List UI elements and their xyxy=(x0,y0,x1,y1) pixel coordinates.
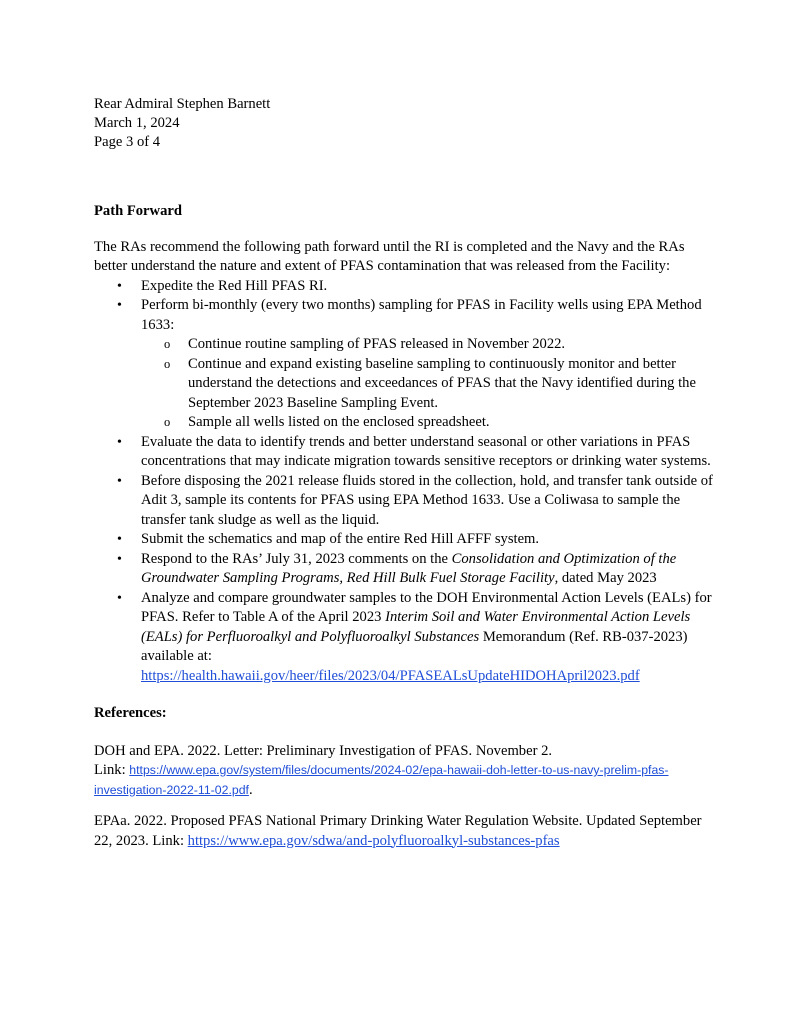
letter-page xyxy=(94,95,714,851)
recommendation-list xyxy=(94,277,714,687)
doh-eals-link[interactable]: https://health.hawaii.gov/heer/files/2023/04/PFASEALsUpdateHIDOHApril2023.pdf xyxy=(141,667,640,684)
list-item: • Submit the schematics and map of the entire Red Hill AFFF system. xyxy=(94,530,714,550)
list-item: • Perform bi-monthly (every two months) sampling for PFAS in Facility wells using EPA Method 1633: o Continue routine sampling of PFAS released in November 2022. o Continue and expand existing baseline sampling to continuously monitor and better understand the detections and exceedances of PFAS that the Navy identified during the September 2023 Baseline Sampling Event. o Sample all wells listed on the enclosed spreadsheet. xyxy=(94,296,714,433)
sub-list-item: o Continue routine sampling of PFAS released in November 2022. xyxy=(141,335,714,355)
doh-epa-letter-link[interactable]: https://www.epa.gov/system/files/documents/2024-02/epa-hawaii-doh-letter-to-us-navy-prelim-pfas-investigation-2022-11-02.pdf xyxy=(94,763,669,797)
list-item: • Before disposing the 2021 release fluids stored in the collection, hold, and transfer tank outside of Adit 3, sample its contents for PFAS using EPA Method 1633. Use a Coliwasa to sample the transfer tank sludge as well as the liquid. xyxy=(94,472,714,531)
recipient-name: Rear Admiral Stephen Barnett xyxy=(94,96,271,112)
reference-epaa: EPAa. 2022. Proposed PFAS National Primary Drinking Water Regulation Website. Updated September 22, 2023. Link: https://www.epa.gov/sdwa/and-polyfluoroalkyl-substances-pfas xyxy=(94,813,702,849)
sub-list-item: o Continue and expand existing baseline sampling to continuously monitor and better understand the detections and exceedances of PFAS that the Navy identified during the September 2023 Baseline Sampling Event. xyxy=(141,355,714,414)
reference-doh-epa: DOH and EPA. 2022. Letter: Preliminary Investigation of PFAS. November 2. Link: https://www.epa.gov/system/files/documents/2024-02/epa-hawaii-doh-letter-to-us-navy-prelim-pfas-investigation-2022-11-02.pdf. xyxy=(94,742,669,798)
intro-paragraph: The RAs recommend the following path forward until the RI is completed and the Navy and the RAs better understand the nature and extent of PFAS contamination that was released from the Facility: xyxy=(94,238,685,274)
page-number: Page 3 of 4 xyxy=(94,134,161,150)
list-item: • Expedite the Red Hill PFAS RI. xyxy=(94,277,714,297)
letter-header xyxy=(94,95,714,152)
epa-pfas-regulation-link[interactable]: https://www.epa.gov/sdwa/and-polyfluoroalkyl-substances-pfas xyxy=(187,832,560,849)
letter-date: March 1, 2024 xyxy=(94,115,180,131)
sub-list-item: o Sample all wells listed on the enclosed spreadsheet. xyxy=(141,413,714,433)
list-item: • Analyze and compare groundwater samples to the DOH Environmental Action Levels (EALs) for PFAS. Refer to Table A of the April 2023 Interim Soil and Water Environmental Action Levels (EALs) for Perfluoroalkyl and Polyfluoroalkyl Substances Memorandum (Ref. RB-037-2023) available at: https://health.hawaii.gov/heer/files/2023/04/PFASEALsUpdateHIDOHApril2023.pdf xyxy=(94,589,714,687)
list-item: • Evaluate the data to identify trends and better understand seasonal or other variations in PFAS concentrations that may indicate migration towards sensitive receptors or drinking water systems. xyxy=(94,433,714,472)
references-title: References: xyxy=(94,705,167,721)
sub-list xyxy=(141,335,714,433)
section-title: Path Forward xyxy=(94,203,182,219)
list-item: • Respond to the RAs’ July 31, 2023 comments on the Consolidation and Optimization of the Groundwater Sampling Programs, Red Hill Bulk Fuel Storage Facility, dated May 2023 xyxy=(94,550,714,589)
